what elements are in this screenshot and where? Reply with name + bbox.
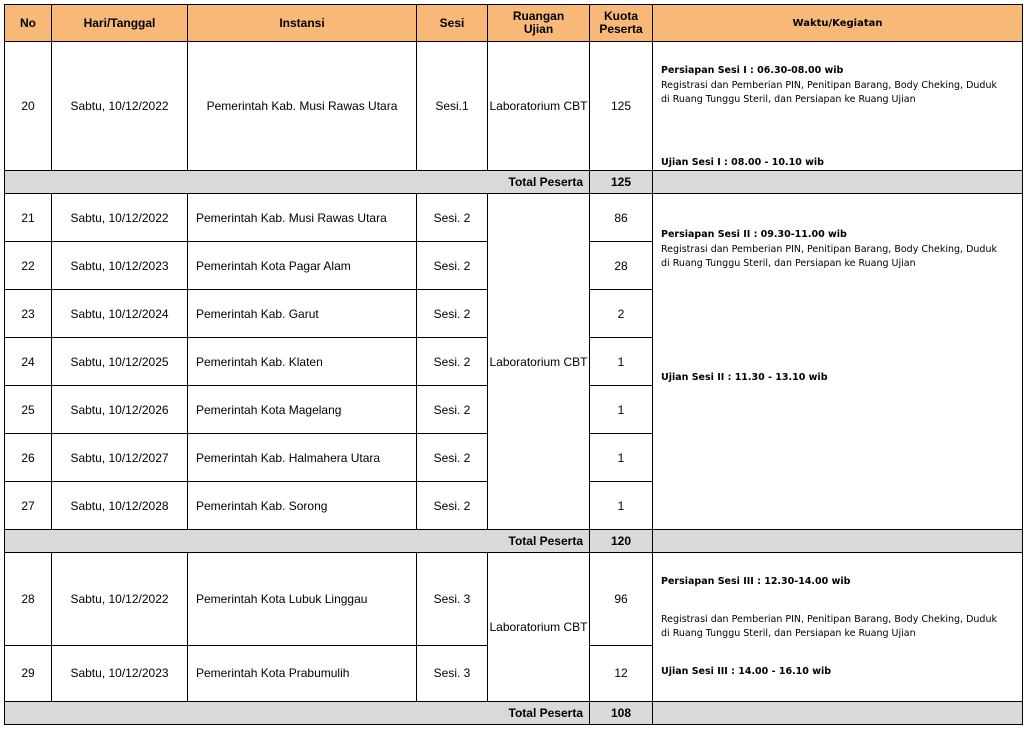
exam-time: Ujian Sesi III : 14.00 - 16.10 wib [661, 666, 832, 677]
cell-sesi: Sesi. 2 [417, 386, 488, 434]
cell-kuota: 12 [590, 645, 653, 701]
cell-sesi: Sesi. 2 [417, 290, 488, 338]
cell-sesi: Sesi. 2 [417, 242, 488, 290]
cell-instansi: Pemerintah Kab. Musi Rawas Utara [188, 42, 417, 171]
header-row [5, 5, 1023, 42]
cell-kuota: 86 [590, 194, 653, 242]
prep-time: Persiapan Sesi II : 09.30-11.00 wib [661, 229, 847, 240]
cell-kuota: 28 [590, 242, 653, 290]
prep-time: Persiapan Sesi I : 06.30-08.00 wib [661, 65, 844, 76]
cell-date: Sabtu, 10/12/2023 [52, 645, 188, 701]
cell-no: 23 [5, 290, 52, 338]
activity-cell [653, 194, 1023, 530]
cell-sesi: Sesi.1 [417, 42, 488, 171]
cell-instansi: Pemerintah Kab. Klaten [188, 338, 417, 386]
cell-date: Sabtu, 10/12/2022 [52, 42, 188, 171]
header-sesi: Sesi [417, 5, 488, 42]
cell-instansi: Pemerintah Kab. Halmahera Utara [188, 434, 417, 482]
header-date: Hari/Tanggal [52, 5, 188, 42]
cell-kuota: 125 [590, 42, 653, 171]
table-row [5, 194, 1023, 242]
total-value: 125 [590, 171, 653, 194]
cell-no: 29 [5, 645, 52, 701]
cell-sesi: Sesi. 2 [417, 194, 488, 242]
total-value: 108 [590, 702, 653, 725]
header-instansi: Instansi [188, 5, 417, 42]
cell-date: Sabtu, 10/12/2025 [52, 338, 188, 386]
cell-instansi: Pemerintah Kab. Musi Rawas Utara [188, 194, 417, 242]
activity-desc: Registrasi dan Pemberian PIN, Penitipan Barang, Body Cheking, Duduk di Ruang Tunggu Steril, dan Persiapan ke Ruang Ujian [661, 80, 997, 105]
total-label: Total Peserta [5, 702, 590, 725]
total-row [5, 171, 1023, 194]
activity-desc: Registrasi dan Pemberian PIN, Penitipan Barang, Body Cheking, Duduk di Ruang Tunggu Steril, dan Persiapan ke Ruang Ujian [661, 614, 997, 639]
cell-kuota: 2 [590, 290, 653, 338]
cell-kuota: 1 [590, 338, 653, 386]
prep-time: Persiapan Sesi III : 12.30-14.00 wib [661, 576, 851, 587]
cell-no: 28 [5, 553, 52, 646]
cell-date: Sabtu, 10/12/2022 [52, 553, 188, 646]
cell-instansi: Pemerintah Kota Lubuk Linggau [188, 553, 417, 646]
cell-sesi: Sesi. 2 [417, 338, 488, 386]
activity-cell [653, 42, 1023, 171]
cell-instansi: Pemerintah Kota Prabumulih [188, 645, 417, 701]
cell-no: 26 [5, 434, 52, 482]
table-row [5, 42, 1023, 171]
cell-date: Sabtu, 10/12/2024 [52, 290, 188, 338]
exam-time: Ujian Sesi I : 08.00 - 10.10 wib [661, 157, 824, 168]
cell-no: 22 [5, 242, 52, 290]
cell-date: Sabtu, 10/12/2027 [52, 434, 188, 482]
exam-time: Ujian Sesi II : 11.30 - 13.10 wib [661, 372, 828, 383]
cell-sesi: Sesi. 3 [417, 553, 488, 646]
total-empty [653, 702, 1023, 725]
table-row [5, 553, 1023, 646]
cell-instansi: Pemerintah Kab. Garut [188, 290, 417, 338]
cell-no: 25 [5, 386, 52, 434]
cell-no: 20 [5, 42, 52, 171]
activity-cell [653, 553, 1023, 702]
total-row [5, 702, 1023, 725]
cell-room: Laboratorium CBT [488, 553, 590, 702]
total-label: Total Peserta [5, 171, 590, 194]
activity-desc: Registrasi dan Pemberian PIN, Penitipan Barang, Body Cheking, Duduk di Ruang Tunggu Steril, dan Persiapan ke Ruang Ujian [661, 244, 997, 269]
header-room: Ruangan Ujian [488, 5, 590, 42]
cell-kuota: 1 [590, 434, 653, 482]
header-activity: Waktu/Kegiatan [653, 5, 1023, 42]
total-empty [653, 530, 1023, 553]
cell-kuota: 1 [590, 386, 653, 434]
cell-date: Sabtu, 10/12/2028 [52, 482, 188, 530]
schedule-table [4, 4, 1023, 725]
cell-instansi: Pemerintah Kota Magelang [188, 386, 417, 434]
cell-sesi: Sesi. 2 [417, 482, 488, 530]
total-value: 120 [590, 530, 653, 553]
cell-date: Sabtu, 10/12/2026 [52, 386, 188, 434]
total-empty [653, 171, 1023, 194]
cell-kuota: 96 [590, 553, 653, 646]
cell-instansi: Pemerintah Kab. Sorong [188, 482, 417, 530]
cell-room: Laboratorium CBT [488, 194, 590, 530]
total-label: Total Peserta [5, 530, 590, 553]
header-no: No [5, 5, 52, 42]
cell-no: 21 [5, 194, 52, 242]
cell-instansi: Pemerintah Kota Pagar Alam [188, 242, 417, 290]
cell-no: 24 [5, 338, 52, 386]
cell-no: 27 [5, 482, 52, 530]
header-kuota: Kuota Peserta [590, 5, 653, 42]
cell-date: Sabtu, 10/12/2023 [52, 242, 188, 290]
cell-date: Sabtu, 10/12/2022 [52, 194, 188, 242]
cell-sesi: Sesi. 3 [417, 645, 488, 701]
cell-room: Laboratorium CBT [488, 42, 590, 171]
total-row [5, 530, 1023, 553]
cell-sesi: Sesi. 2 [417, 434, 488, 482]
cell-kuota: 1 [590, 482, 653, 530]
